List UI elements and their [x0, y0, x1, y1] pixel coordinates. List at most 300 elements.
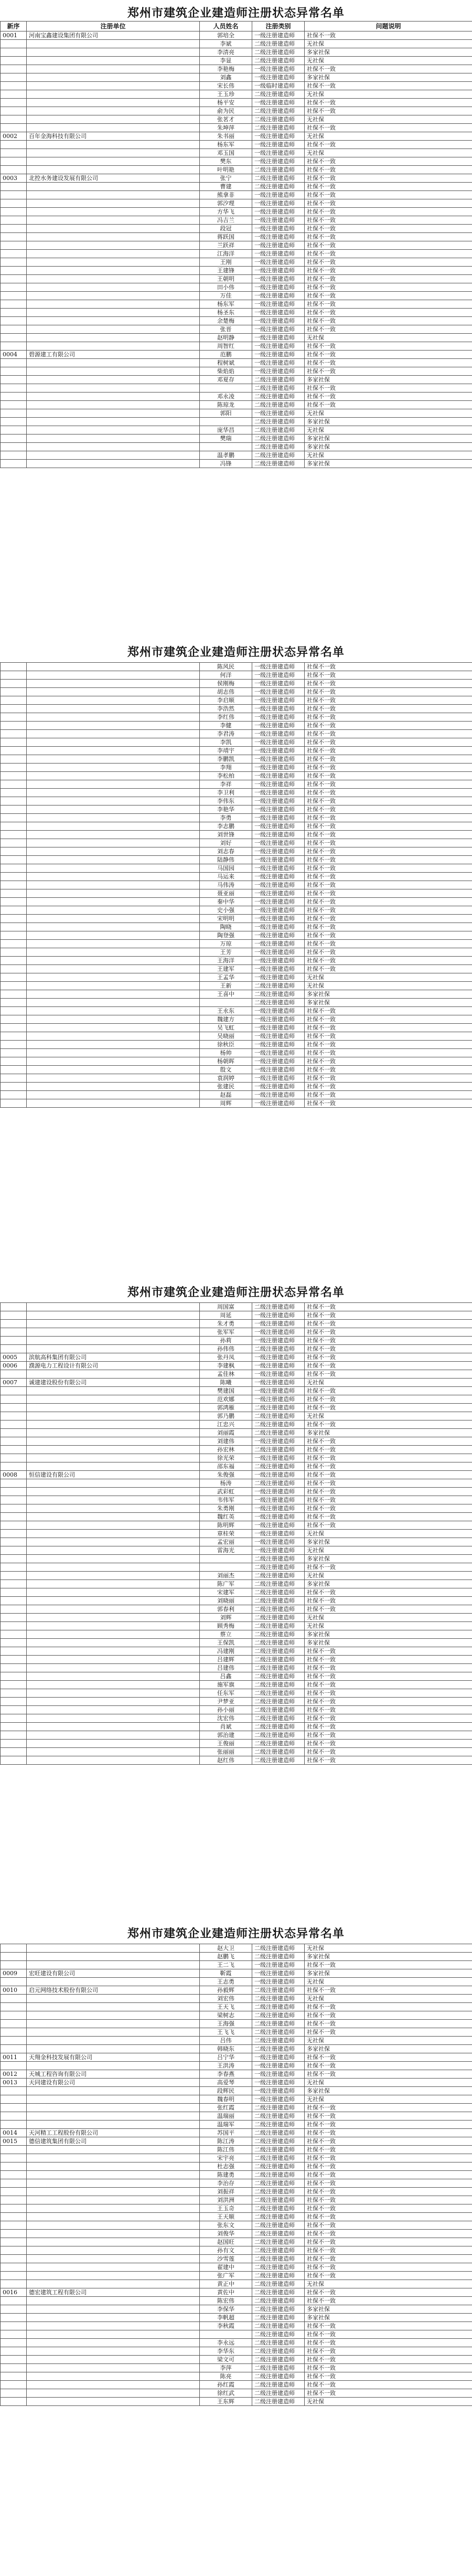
person-cell: 朱书丽 — [200, 132, 252, 141]
person-cell: 张建民 — [200, 1083, 252, 1091]
company-cell — [27, 283, 200, 292]
page-title: 郑州市建筑企业建造师注册状态异常名单 — [127, 6, 345, 20]
company-cell — [27, 65, 200, 73]
issue-cell: 无社保 — [305, 1995, 472, 2003]
person-cell: 李建枫 — [200, 1362, 252, 1370]
seq-cell — [1, 1597, 27, 1605]
seq-cell — [1, 1572, 27, 1580]
person-cell: 陈琼龙 — [200, 401, 252, 409]
person-cell: 兰跃祥 — [200, 241, 252, 250]
issue-cell: 多家社保 — [305, 1429, 472, 1437]
header-issue: 问题说明 — [305, 22, 472, 31]
person-cell: 郭汐理 — [200, 199, 252, 208]
seq-cell — [1, 443, 27, 451]
table-row — [1, 663, 472, 671]
seq-cell — [1, 831, 27, 839]
issue-cell: 无社保 — [305, 2398, 472, 2406]
person-cell: 杨涛 — [200, 1479, 252, 1488]
person-cell: 王海洋 — [200, 957, 252, 965]
person-cell: 沈宏伟 — [200, 1714, 252, 1723]
category-cell: 二级注册建造师 — [252, 2330, 305, 2339]
issue-cell: 社保不一致 — [305, 873, 472, 881]
category-cell: 一级注册建造师 — [252, 31, 305, 40]
company-cell — [27, 1437, 200, 1446]
company-cell — [27, 1083, 200, 1091]
company-cell: 天翔金科技发展有限公司 — [27, 2053, 200, 2062]
table-row — [1, 1099, 472, 1108]
issue-cell: 社保不一致 — [305, 2204, 472, 2213]
issue-cell: 社保不一致 — [305, 2356, 472, 2364]
person-cell — [200, 418, 252, 426]
company-cell — [27, 183, 200, 191]
issue-cell: 社保不一致 — [305, 1563, 472, 1572]
company-cell — [27, 1521, 200, 1530]
company-cell — [27, 780, 200, 789]
seq-cell — [1, 2171, 27, 2179]
seq-cell — [1, 2121, 27, 2129]
table-row — [1, 1049, 472, 1057]
category-cell: 二级注册建造师 — [252, 2305, 305, 2314]
issue-cell: 社保不一致 — [305, 663, 472, 671]
person-cell: 赵明静 — [200, 334, 252, 342]
issue-cell: 社保不一致 — [305, 1961, 472, 1969]
company-cell — [27, 1412, 200, 1420]
table-row — [1, 1944, 472, 1953]
company-cell — [27, 1303, 200, 1311]
seq-cell — [1, 1032, 27, 1041]
company-cell — [27, 2372, 200, 2381]
issue-cell: 社保不一致 — [305, 2381, 472, 2389]
issue-cell: 社保不一致 — [305, 351, 472, 359]
seq-cell — [1, 2154, 27, 2162]
category-cell: 二级注册建造师 — [252, 1689, 305, 1698]
company-cell — [27, 2398, 200, 2406]
category-cell: 二级注册建造师 — [252, 2146, 305, 2154]
issue-cell: 社保不一致 — [305, 906, 472, 915]
person-cell: 叶明艳 — [200, 166, 252, 174]
table-row — [1, 2146, 472, 2154]
category-cell: 二级注册建造师 — [252, 2322, 305, 2330]
table-row — [1, 999, 472, 1007]
table-row — [1, 1454, 472, 1462]
issue-cell: 社保不一致 — [305, 2364, 472, 2372]
company-cell — [27, 2246, 200, 2255]
company-cell — [27, 2112, 200, 2121]
company-cell — [27, 2095, 200, 2104]
person-cell: 刘丽杰 — [200, 1572, 252, 1580]
category-cell: 一级注册建造师 — [252, 906, 305, 915]
person-cell: 吕鑫 — [200, 1672, 252, 1681]
company-cell — [27, 856, 200, 864]
issue-cell: 社保不一致 — [305, 2347, 472, 2356]
category-cell: 二级注册建造师 — [252, 2238, 305, 2246]
company-cell — [27, 1488, 200, 1496]
seq-cell — [1, 898, 27, 906]
person-cell: 周智红 — [200, 342, 252, 351]
company-cell — [27, 948, 200, 957]
seq-cell — [1, 797, 27, 805]
issue-cell: 多家社保 — [305, 2314, 472, 2322]
issue-cell: 社保不一致 — [305, 931, 472, 940]
person-cell: 李靖宇 — [200, 747, 252, 755]
issue-cell: 社保不一致 — [305, 831, 472, 839]
person-cell: 陶晓 — [200, 923, 252, 931]
company-cell — [27, 1723, 200, 1731]
company-cell — [27, 2305, 200, 2314]
seq-cell — [1, 107, 27, 115]
person-cell: 赵鹏飞 — [200, 1953, 252, 1961]
table-row — [1, 275, 472, 283]
table-row — [1, 1429, 472, 1437]
company-cell — [27, 124, 200, 132]
table-row — [1, 2322, 472, 2330]
company-cell — [27, 1664, 200, 1672]
issue-cell: 无社保 — [305, 40, 472, 48]
seq-cell — [1, 1580, 27, 1588]
company-cell — [27, 1681, 200, 1689]
company-cell — [27, 755, 200, 764]
company-cell — [27, 713, 200, 722]
table-row — [1, 1446, 472, 1454]
issue-cell: 社保不一致 — [305, 2188, 472, 2196]
company-cell — [27, 325, 200, 334]
person-cell: 温瑞军 — [200, 2121, 252, 2129]
table-row — [1, 1488, 472, 1496]
category-cell: 一级注册建造师 — [252, 2062, 305, 2070]
issue-cell: 无社保 — [305, 90, 472, 99]
person-cell: 韩晓东 — [200, 2045, 252, 2053]
table-row — [1, 1303, 472, 1311]
company-cell: 宏旺建设有限公司 — [27, 1969, 200, 1978]
seq-cell — [1, 241, 27, 250]
person-cell: 陈广军 — [200, 1580, 252, 1588]
person-cell: 刘好 — [200, 839, 252, 847]
seq-cell — [1, 2272, 27, 2280]
issue-cell: 无社保 — [305, 1572, 472, 1580]
seq-cell — [1, 923, 27, 931]
category-cell: 二级注册建造师 — [252, 2314, 305, 2322]
company-cell: 启元网络技术股份有限公司 — [27, 1986, 200, 1995]
issue-cell: 多家社保 — [305, 418, 472, 426]
issue-cell: 社保不一致 — [305, 1091, 472, 1099]
seq-cell — [1, 1672, 27, 1681]
issue-cell: 社保不一致 — [305, 1303, 472, 1311]
issue-cell: 社保不一致 — [305, 1395, 472, 1404]
person-cell: 李萍 — [200, 2364, 252, 2372]
person-cell: 王喜中 — [200, 990, 252, 999]
company-cell — [27, 1672, 200, 1681]
category-cell: 一级注册建造师 — [252, 233, 305, 241]
issue-cell: 无社保 — [305, 132, 472, 141]
person-cell: 李伟东 — [200, 797, 252, 805]
seq-cell — [1, 2196, 27, 2204]
issue-cell: 社保不一致 — [305, 1748, 472, 1756]
table-row — [1, 90, 472, 99]
category-cell: 二级注册建造师 — [252, 1563, 305, 1572]
table-row — [1, 1961, 472, 1969]
issue-cell: 社保不一致 — [305, 2171, 472, 2179]
category-cell: 二级注册建造师 — [252, 2020, 305, 2028]
seq-cell: 0005 — [1, 1353, 27, 1362]
table-row — [1, 1572, 472, 1580]
table-row — [1, 1521, 472, 1530]
category-cell: 二级注册建造师 — [252, 418, 305, 426]
issue-cell: 无社保 — [305, 1546, 472, 1555]
seq-cell — [1, 705, 27, 713]
seq-cell — [1, 1015, 27, 1024]
category-cell: 二级注册建造师 — [252, 384, 305, 393]
category-cell: 二级注册建造师 — [252, 460, 305, 468]
issue-cell: 社保不一致 — [305, 948, 472, 957]
table-row — [1, 755, 472, 764]
category-cell: 一级注册建造师 — [252, 2070, 305, 2079]
issue-cell: 社保不一致 — [305, 696, 472, 705]
seq-cell — [1, 889, 27, 898]
seq-cell — [1, 1479, 27, 1488]
company-cell — [27, 367, 200, 376]
category-cell: 二级注册建造师 — [252, 2188, 305, 2196]
table-row — [1, 2347, 472, 2356]
company-cell — [27, 663, 200, 671]
seq-cell — [1, 183, 27, 191]
page-title: 郑州市建筑企业建造师注册状态异常名单 — [127, 1927, 345, 1941]
category-cell: 一级注册建造师 — [252, 705, 305, 713]
table-row — [1, 881, 472, 889]
table-row — [1, 1353, 472, 1362]
issue-cell: 社保不一致 — [305, 1057, 472, 1066]
table-row — [1, 426, 472, 434]
table-row — [1, 1395, 472, 1404]
person-cell: 何洋 — [200, 671, 252, 680]
person-cell: 李启顺 — [200, 696, 252, 705]
category-cell: 二级注册建造师 — [252, 2263, 305, 2272]
table-row — [1, 2230, 472, 2238]
seq-cell — [1, 2339, 27, 2347]
issue-cell: 社保不一致 — [305, 2070, 472, 2079]
person-cell: 胡志伟 — [200, 688, 252, 696]
issue-cell: 社保不一致 — [305, 822, 472, 831]
issue-cell: 社保不一致 — [305, 671, 472, 680]
category-cell: 一级注册建造师 — [252, 267, 305, 275]
issue-cell: 社保不一致 — [305, 1656, 472, 1664]
table-row — [1, 1066, 472, 1074]
table-row — [1, 1437, 472, 1446]
person-cell: 赵磊 — [200, 1091, 252, 1099]
company-cell — [27, 1446, 200, 1454]
person-cell: 李艳华 — [200, 805, 252, 814]
company-cell — [27, 814, 200, 822]
company-cell — [27, 1015, 200, 1024]
company-cell — [27, 409, 200, 418]
company-cell — [27, 309, 200, 317]
page-title: 郑州市建筑企业建造师注册状态异常名单 — [127, 1286, 345, 1299]
company-cell — [27, 1462, 200, 1471]
category-cell: 一级注册建造师 — [252, 755, 305, 764]
category-cell: 一级注册建造师 — [252, 2095, 305, 2104]
table-row — [1, 267, 472, 275]
issue-cell: 社保不一致 — [305, 2137, 472, 2146]
person-cell: 刘辉 — [200, 1614, 252, 1622]
category-cell: 一级注册建造师 — [252, 1041, 305, 1049]
company-cell — [27, 1706, 200, 1714]
issue-cell: 多家社保 — [305, 1639, 472, 1647]
table-row — [1, 2095, 472, 2104]
seq-cell — [1, 2347, 27, 2356]
issue-cell: 社保不一致 — [305, 2372, 472, 2381]
issue-cell: 社保不一致 — [305, 705, 472, 713]
category-cell: 二级注册建造师 — [252, 1995, 305, 2003]
category-cell: 二级注册建造师 — [252, 2037, 305, 2045]
category-cell: 二级注册建造师 — [252, 2230, 305, 2238]
seq-cell: 0016 — [1, 2288, 27, 2297]
seq-cell — [1, 1488, 27, 1496]
issue-cell: 无社保 — [305, 2095, 472, 2104]
table-row — [1, 2053, 472, 2062]
category-cell: 二级注册建造师 — [252, 1664, 305, 1672]
person-cell: 刘志春 — [200, 847, 252, 856]
seq-cell — [1, 873, 27, 881]
category-cell: 一级注册建造师 — [252, 688, 305, 696]
person-cell: 刘洪洲 — [200, 2196, 252, 2204]
category-cell: 一级临时建造师 — [252, 82, 305, 90]
seq-cell — [1, 1714, 27, 1723]
issue-cell: 社保不一致 — [305, 401, 472, 409]
person-cell: 聂亚丽 — [200, 889, 252, 898]
person-cell — [200, 999, 252, 1007]
table-row — [1, 199, 472, 208]
table-row — [1, 2121, 472, 2129]
seq-cell — [1, 1756, 27, 1765]
seq-cell: 0002 — [1, 132, 27, 141]
company-cell — [27, 705, 200, 713]
company-cell — [27, 789, 200, 797]
table-row — [1, 864, 472, 873]
person-cell: 李松柏 — [200, 772, 252, 780]
category-cell: 一级注册建造师 — [252, 738, 305, 747]
table-row — [1, 2255, 472, 2263]
issue-cell: 社保不一致 — [305, 814, 472, 822]
table-row — [1, 48, 472, 57]
table-row — [1, 2314, 472, 2322]
company-cell — [27, 2280, 200, 2288]
company-cell — [27, 2162, 200, 2171]
category-cell: 二级注册建造师 — [252, 2137, 305, 2146]
seq-cell — [1, 2028, 27, 2037]
seq-cell — [1, 1429, 27, 1437]
issue-cell: 社保不一致 — [305, 1597, 472, 1605]
table-row — [1, 1074, 472, 1083]
company-cell — [27, 965, 200, 973]
person-cell: 程树斌 — [200, 359, 252, 367]
person-cell: 张军军 — [200, 1328, 252, 1337]
issue-cell: 社保不一致 — [305, 789, 472, 797]
table-row — [1, 1647, 472, 1656]
person-cell: 樊东 — [200, 157, 252, 166]
table-row — [1, 1320, 472, 1328]
category-cell: 一级注册建造师 — [252, 831, 305, 839]
company-cell — [27, 2196, 200, 2204]
category-cell: 一级注册建造师 — [252, 300, 305, 309]
person-cell: 李勇 — [200, 814, 252, 822]
category-cell: 二级注册建造师 — [252, 1429, 305, 1437]
company-cell — [27, 1555, 200, 1563]
seq-cell — [1, 822, 27, 831]
person-cell: 冯建刚 — [200, 1647, 252, 1656]
seq-cell — [1, 1057, 27, 1066]
table-row — [1, 2162, 472, 2171]
table-row — [1, 1513, 472, 1521]
category-cell: 一级注册建造师 — [252, 1513, 305, 1521]
table-row — [1, 764, 472, 772]
seq-cell — [1, 2011, 27, 2020]
table-row — [1, 317, 472, 325]
category-cell: 二级注册建造师 — [252, 2129, 305, 2137]
category-cell: 一级注册建造师 — [252, 856, 305, 864]
category-cell: 二级注册建造师 — [252, 1731, 305, 1740]
seq-cell — [1, 2263, 27, 2272]
person-cell: 段辉民 — [200, 2087, 252, 2095]
issue-cell: 社保不一致 — [305, 1513, 472, 1521]
issue-cell: 社保不一致 — [305, 1345, 472, 1353]
person-cell: 庞华昌 — [200, 426, 252, 434]
seq-cell — [1, 199, 27, 208]
seq-cell — [1, 1041, 27, 1049]
company-cell — [27, 1041, 200, 1049]
seq-cell — [1, 1521, 27, 1530]
company-cell — [27, 1740, 200, 1748]
seq-cell — [1, 881, 27, 889]
issue-cell: 多家社保 — [305, 1630, 472, 1639]
company-cell: 北控水务建设发展有限公司 — [27, 174, 200, 183]
person-cell: 李清亮 — [200, 48, 252, 57]
issue-cell: 社保不一致 — [305, 267, 472, 275]
company-cell — [27, 2121, 200, 2129]
category-cell: 二级注册建造师 — [252, 1479, 305, 1488]
person-cell: 赵红伟 — [200, 1756, 252, 1765]
seq-cell — [1, 1328, 27, 1337]
company-cell — [27, 359, 200, 367]
table-row — [1, 705, 472, 713]
category-cell: 一级注册建造师 — [252, 225, 305, 233]
seq-cell — [1, 418, 27, 426]
person-cell: 刘俊华 — [200, 2230, 252, 2238]
issue-cell: 多家社保 — [305, 1538, 472, 1546]
company-cell — [27, 451, 200, 460]
seq-cell — [1, 931, 27, 940]
company-cell — [27, 1630, 200, 1639]
category-cell: 二级注册建造师 — [252, 2347, 305, 2356]
seq-cell — [1, 2314, 27, 2322]
seq-cell — [1, 2297, 27, 2305]
table-row — [1, 233, 472, 241]
table-row — [1, 1328, 472, 1337]
company-cell — [27, 225, 200, 233]
table-header-row — [1, 22, 472, 31]
issue-cell: 无社保 — [305, 426, 472, 434]
issue-cell: 社保不一致 — [305, 191, 472, 199]
person-cell: 李保华 — [200, 2305, 252, 2314]
company-cell: 德信建筑集团有限公司 — [27, 2137, 200, 2146]
seq-cell — [1, 2238, 27, 2246]
seq-cell — [1, 275, 27, 283]
category-cell: 一级注册建造师 — [252, 948, 305, 957]
seq-cell: 0012 — [1, 2070, 27, 2079]
category-cell: 二级注册建造师 — [252, 1345, 305, 1353]
company-cell — [27, 1614, 200, 1622]
company-cell — [27, 401, 200, 409]
issue-cell: 社保不一致 — [305, 1672, 472, 1681]
seq-cell — [1, 376, 27, 384]
